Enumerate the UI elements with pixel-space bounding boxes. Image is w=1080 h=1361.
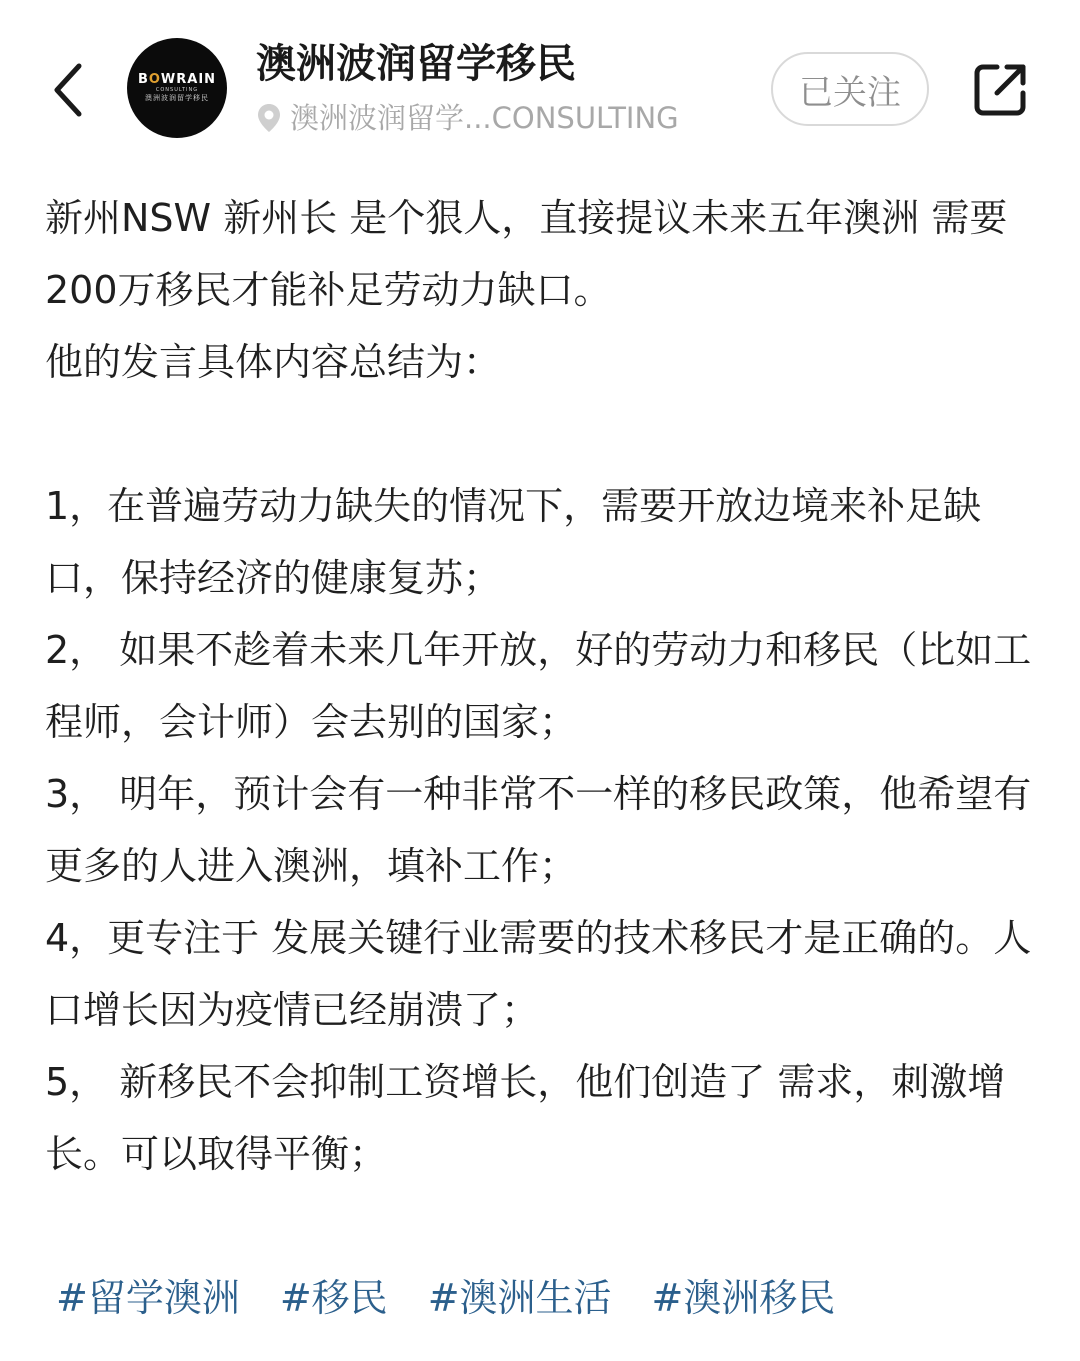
avatar[interactable] bbox=[127, 38, 227, 138]
chevron-left-icon bbox=[51, 62, 85, 118]
hashtag-list bbox=[56, 1268, 875, 1328]
location-text: 澳洲波润留学...CONSULTING bbox=[290, 101, 679, 135]
location-pin-icon bbox=[256, 103, 282, 133]
hashtag-link[interactable]: #移民 bbox=[279, 1276, 388, 1320]
post-paragraph: 3， 明年，预计会有一种非常不一样的移民政策，他希望有更多的人进入澳洲，填补工作； bbox=[45, 772, 1032, 888]
avatar-brand: BOWRAIN bbox=[137, 72, 217, 87]
hashtag-link[interactable]: #澳洲生活 bbox=[427, 1276, 612, 1320]
hashtag-link[interactable]: #澳洲移民 bbox=[651, 1276, 836, 1320]
avatar-cn: 澳洲波润留学移民 bbox=[145, 94, 209, 102]
post-spacer bbox=[45, 398, 1045, 470]
post-paragraph: 新州NSW 新州长 是个狠人，直接提议未来五年澳洲 需要200万移民才能补足劳动力缺口。 bbox=[45, 196, 1008, 312]
share-icon bbox=[971, 61, 1029, 119]
hashtag-link[interactable]: #留学澳洲 bbox=[56, 1276, 240, 1320]
post-paragraph: 1，在普遍劳动力缺失的情况下，需要开放边境来补足缺口，保持经济的健康复苏； bbox=[45, 484, 982, 600]
location-row[interactable] bbox=[256, 98, 679, 138]
account-name[interactable]: 澳洲波润留学移民 bbox=[256, 41, 576, 87]
post-content bbox=[45, 182, 1045, 1190]
avatar-sub: CONSULTING bbox=[155, 87, 199, 93]
follow-button[interactable]: 已关注 bbox=[771, 52, 929, 126]
back-button[interactable] bbox=[40, 50, 96, 130]
post-paragraph: 5， 新移民不会抑制工资增长，他们创造了 需求，刺激增长。可以取得平衡； bbox=[45, 1060, 1006, 1176]
post-paragraph: 2， 如果不趁着未来几年开放，好的劳动力和移民（比如工程师，会计师）会去别的国家； bbox=[45, 628, 1032, 744]
post-paragraph: 他的发言具体内容总结为： bbox=[45, 340, 502, 384]
share-button[interactable] bbox=[968, 58, 1032, 122]
post-header bbox=[0, 0, 1080, 175]
post-paragraph: 4，更专注于 发展关键行业需要的技术移民才是正确的。人口增长因为疫情已经崩溃了； bbox=[45, 916, 1032, 1032]
